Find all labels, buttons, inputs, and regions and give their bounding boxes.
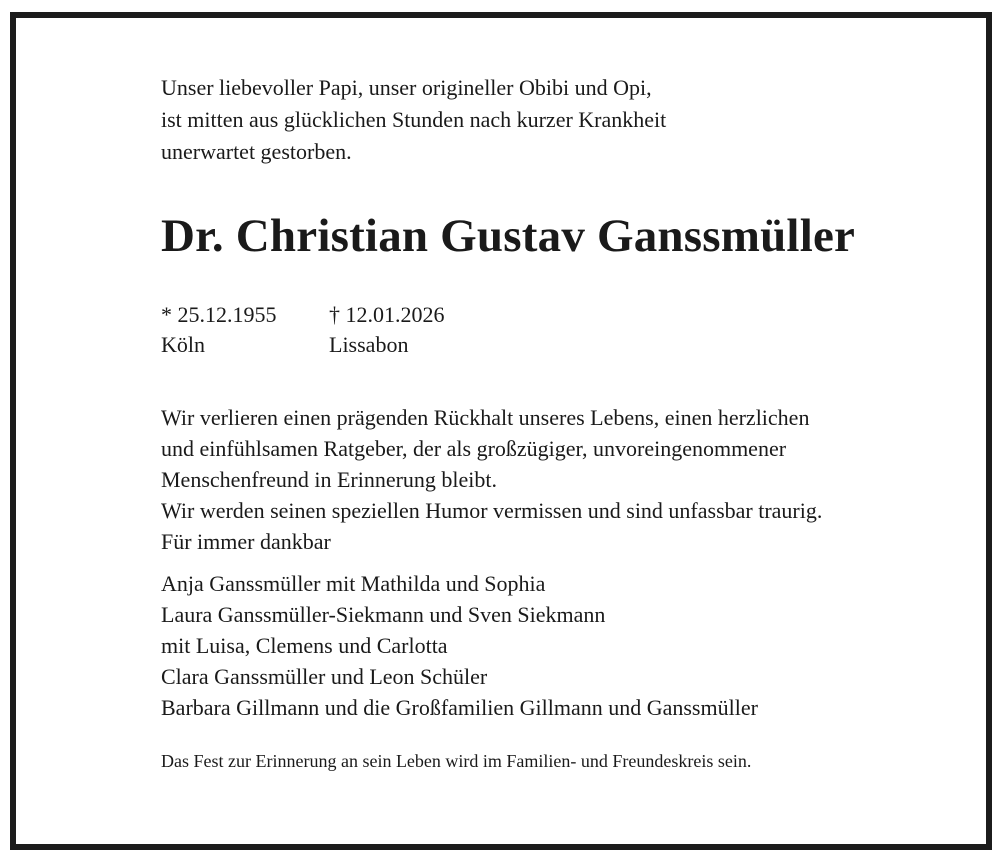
- deceased-name: Dr. Christian Gustav Ganssmüller: [161, 210, 856, 262]
- tribute-line: und einfühlsamen Ratgeber, der als großzügiger, unvoreingenommener: [161, 436, 787, 461]
- death-place: Lissabon: [329, 332, 409, 357]
- intro-line: unerwartet gestorben.: [161, 139, 352, 164]
- tribute-line: Wir verlieren einen prägenden Rückhalt unseres Lebens, einen herzlichen: [161, 405, 810, 430]
- family-line: Laura Ganssmüller-Siekmann und Sven Siekmann: [161, 602, 606, 627]
- death-info: [329, 300, 445, 360]
- tribute-line: Menschenfreund in Erinnerung bleibt.: [161, 467, 498, 492]
- intro-line: ist mitten aus glücklichen Stunden nach kurzer Krankheit: [161, 107, 667, 132]
- intro-line: Unser liebevoller Papi, unser origineller Obibi und Opi,: [161, 75, 652, 100]
- family-line: Clara Ganssmüller und Leon Schüler: [161, 664, 488, 689]
- family-line: mit Luisa, Clemens und Carlotta: [161, 633, 448, 658]
- family-line: Barbara Gillmann und die Großfamilien Gillmann und Ganssmüller: [161, 695, 758, 720]
- obituary-notice: [161, 72, 961, 771]
- birth-info: [161, 300, 277, 360]
- death-date: † 12.01.2026: [329, 302, 445, 327]
- birth-date: * 25.12.1955: [161, 302, 277, 327]
- family-signatures: [161, 568, 758, 723]
- family-line: Anja Ganssmüller mit Mathilda und Sophia: [161, 571, 546, 596]
- tribute-line: Wir werden seinen speziellen Humor vermissen und sind unfassbar traurig.: [161, 498, 823, 523]
- memorial-note: Das Fest zur Erinnerung an sein Leben wird im Familien- und Freundeskreis sein.: [161, 751, 752, 771]
- birth-place: Köln: [161, 332, 205, 357]
- intro-text: [161, 72, 961, 168]
- tribute-line: Für immer dankbar: [161, 529, 331, 554]
- tribute-text: [161, 402, 822, 557]
